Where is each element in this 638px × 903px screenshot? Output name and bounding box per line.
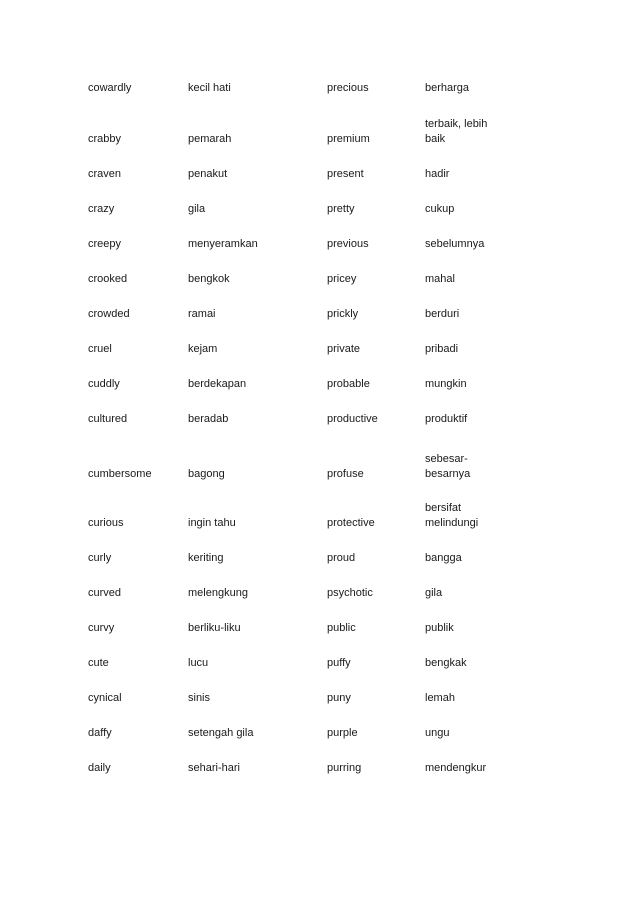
table-row [0, 600, 638, 636]
indonesian-translation: melengkung [188, 587, 248, 599]
indonesian-translation: bengkak [425, 657, 467, 669]
indonesian-translation: sebelumnya [425, 238, 485, 250]
english-word: proud [327, 552, 356, 564]
table-row [0, 181, 638, 217]
english-word: cruel [88, 343, 112, 355]
indonesian-translation: beradab [188, 413, 229, 425]
indonesian-translation: lucu [188, 657, 209, 669]
english-word: cynical [88, 692, 122, 704]
table-row [0, 286, 638, 322]
english-word: crabby [88, 133, 122, 145]
indonesian-translation: menyeramkan [188, 238, 258, 250]
indonesian-translation: sebesar-besarnya [425, 453, 471, 480]
indonesian-translation: gila [188, 203, 206, 215]
english-word: cuddly [88, 378, 120, 390]
table-row [0, 495, 638, 531]
indonesian-translation: ingin tahu [188, 517, 236, 529]
indonesian-translation: mungkin [425, 378, 467, 390]
indonesian-translation: kejam [188, 343, 218, 355]
english-word: private [327, 343, 361, 355]
english-word: creepy [88, 238, 122, 250]
indonesian-translation: ungu [425, 727, 450, 739]
english-word: crowded [88, 308, 130, 320]
indonesian-translation: produktif [425, 413, 468, 425]
table-row [0, 670, 638, 706]
indonesian-translation: lemah [425, 692, 455, 704]
english-word: profuse [327, 468, 364, 480]
english-word: premium [327, 133, 370, 145]
indonesian-translation: bersifat melindungi [425, 502, 479, 529]
table-row [0, 740, 638, 776]
indonesian-translation: cukup [425, 203, 455, 215]
english-word: craven [88, 168, 122, 180]
indonesian-translation: setengah gila [188, 727, 254, 739]
table-row [0, 111, 638, 147]
english-word: curly [88, 552, 112, 564]
table-row [0, 216, 638, 252]
english-word: cultured [88, 413, 128, 425]
english-word: present [327, 168, 364, 180]
indonesian-translation: mahal [425, 273, 455, 285]
indonesian-translation: bengkok [188, 273, 230, 285]
indonesian-translation: kecil hati [188, 82, 231, 94]
indonesian-translation: sehari-hari [188, 762, 240, 774]
english-word: curious [88, 517, 124, 529]
indonesian-translation: berliku-liku [188, 622, 241, 634]
indonesian-translation: berduri [425, 308, 460, 320]
english-word: probable [327, 378, 370, 390]
english-word: puffy [327, 657, 351, 669]
indonesian-translation: sinis [188, 692, 211, 704]
table-row [0, 446, 638, 482]
english-word: purple [327, 727, 358, 739]
english-word: pricey [327, 273, 357, 285]
english-word: precious [327, 82, 369, 94]
english-word: psychotic [327, 587, 373, 599]
english-word: protective [327, 517, 375, 529]
indonesian-translation: publik [425, 622, 454, 634]
indonesian-translation: pemarah [188, 133, 232, 145]
indonesian-translation: berharga [425, 82, 470, 94]
english-word: previous [327, 238, 369, 250]
indonesian-translation: gila [425, 587, 443, 599]
indonesian-translation: hadir [425, 168, 450, 180]
indonesian-translation: bagong [188, 468, 225, 480]
english-word: curvy [88, 622, 115, 634]
english-word: cowardly [88, 82, 132, 94]
english-word: cute [88, 657, 109, 669]
english-word: curved [88, 587, 122, 599]
indonesian-translation: penakut [188, 168, 228, 180]
table-row [0, 635, 638, 671]
english-word: daily [88, 762, 111, 774]
english-word: pretty [327, 203, 355, 215]
english-word: crooked [88, 273, 128, 285]
indonesian-translation: ramai [188, 308, 216, 320]
english-word: public [327, 622, 356, 634]
table-row [0, 146, 638, 182]
indonesian-translation: berdekapan [188, 378, 247, 390]
english-word: crazy [88, 203, 115, 215]
indonesian-translation: terbaik, lebih baik [425, 118, 488, 145]
table-row [0, 60, 638, 96]
table-row [0, 565, 638, 601]
english-word: daffy [88, 727, 112, 739]
indonesian-translation: keriting [188, 552, 224, 564]
english-word: cumbersome [88, 468, 152, 480]
indonesian-translation: mendengkur [425, 762, 487, 774]
table-row [0, 705, 638, 741]
table-row [0, 391, 638, 427]
english-word: purring [327, 762, 362, 774]
indonesian-translation: pribadi [425, 343, 459, 355]
table-row [0, 356, 638, 392]
indonesian-translation: bangga [425, 552, 462, 564]
english-word: productive [327, 413, 378, 425]
table-row [0, 321, 638, 357]
table-row [0, 530, 638, 566]
english-word: prickly [327, 308, 359, 320]
table-row [0, 251, 638, 287]
english-word: puny [327, 692, 351, 704]
